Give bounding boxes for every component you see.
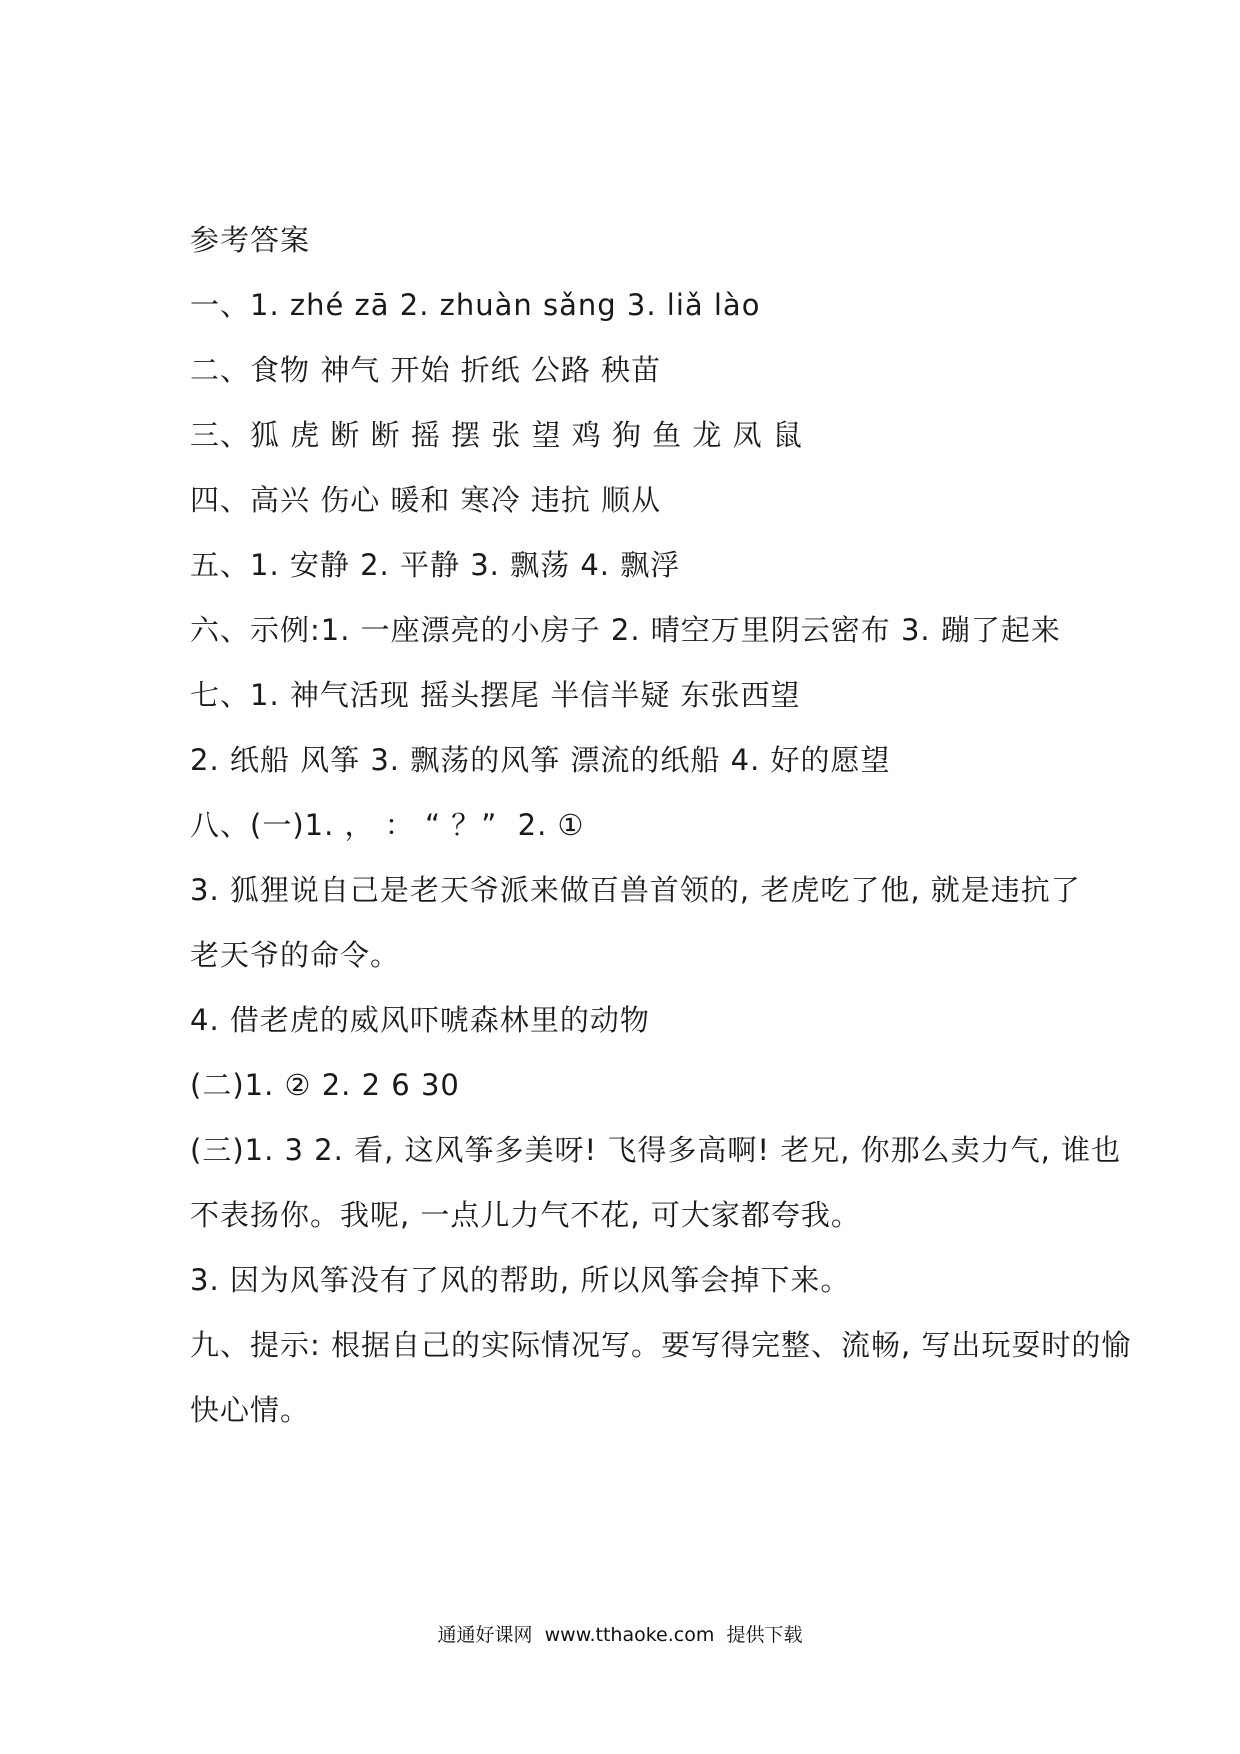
answer-line: 2. 纸船 风筝 3. 飘荡的风筝 漂流的纸船 4. 好的愿望 — [190, 743, 891, 777]
answer-line: 不表扬你。我呢, 一点儿力气不花, 可大家都夸我。 — [190, 1198, 861, 1232]
page-title: 参考答案 — [190, 223, 311, 257]
answer-line: 3. 狐狸说自己是老天爷派来做百兽首领的, 老虎吃了他, 就是违抗了 — [190, 873, 1081, 907]
answer-line: 一、1. zhé zā 2. zhuàn sǎng 3. liǎ lào — [190, 288, 761, 322]
answer-line: 3. 因为风筝没有了风的帮助, 所以风筝会掉下来。 — [190, 1263, 851, 1297]
answer-line: 老天爷的命令。 — [190, 938, 401, 972]
answer-line: 八、(一)1. ， ： “ ？” 2. ① — [190, 808, 585, 842]
answer-line: 七、1. 神气活现 摇头摆尾 半信半疑 东张西望 — [190, 678, 801, 712]
answer-line: 三、狐 虎 断 断 摇 摆 张 望 鸡 狗 鱼 龙 凤 鼠 — [190, 418, 803, 452]
answer-line: (三)1. 3 2. 看, 这风筝多美呀! 飞得多高啊! 老兄, 你那么卖力气, 谁也 — [190, 1133, 1122, 1167]
answer-line: 快心情。 — [190, 1393, 311, 1427]
answer-line: 四、高兴 伤心 暖和 寒冷 违抗 顺从 — [190, 483, 662, 517]
answer-line: (二)1. ② 2. 2 6 30 — [190, 1068, 460, 1102]
answer-line: 4. 借老虎的威风吓唬森林里的动物 — [190, 1003, 650, 1037]
answer-line: 五、1. 安静 2. 平静 3. 飘荡 4. 飘浮 — [190, 548, 681, 582]
answer-line: 二、食物 神气 开始 折纸 公路 秧苗 — [190, 353, 662, 387]
answer-content — [190, 220, 1132, 1455]
answer-line: 六、示例:1. 一座漂亮的小房子 2. 晴空万里阴云密布 3. 蹦了起来 — [190, 613, 1061, 647]
answer-line: 九、提示: 根据自己的实际情况写。要写得完整、流畅, 写出玩耍时的愉 — [190, 1328, 1132, 1362]
footer-download-note: 通通好课网 www.tthaoke.com 提供下载 — [437, 1624, 803, 1646]
